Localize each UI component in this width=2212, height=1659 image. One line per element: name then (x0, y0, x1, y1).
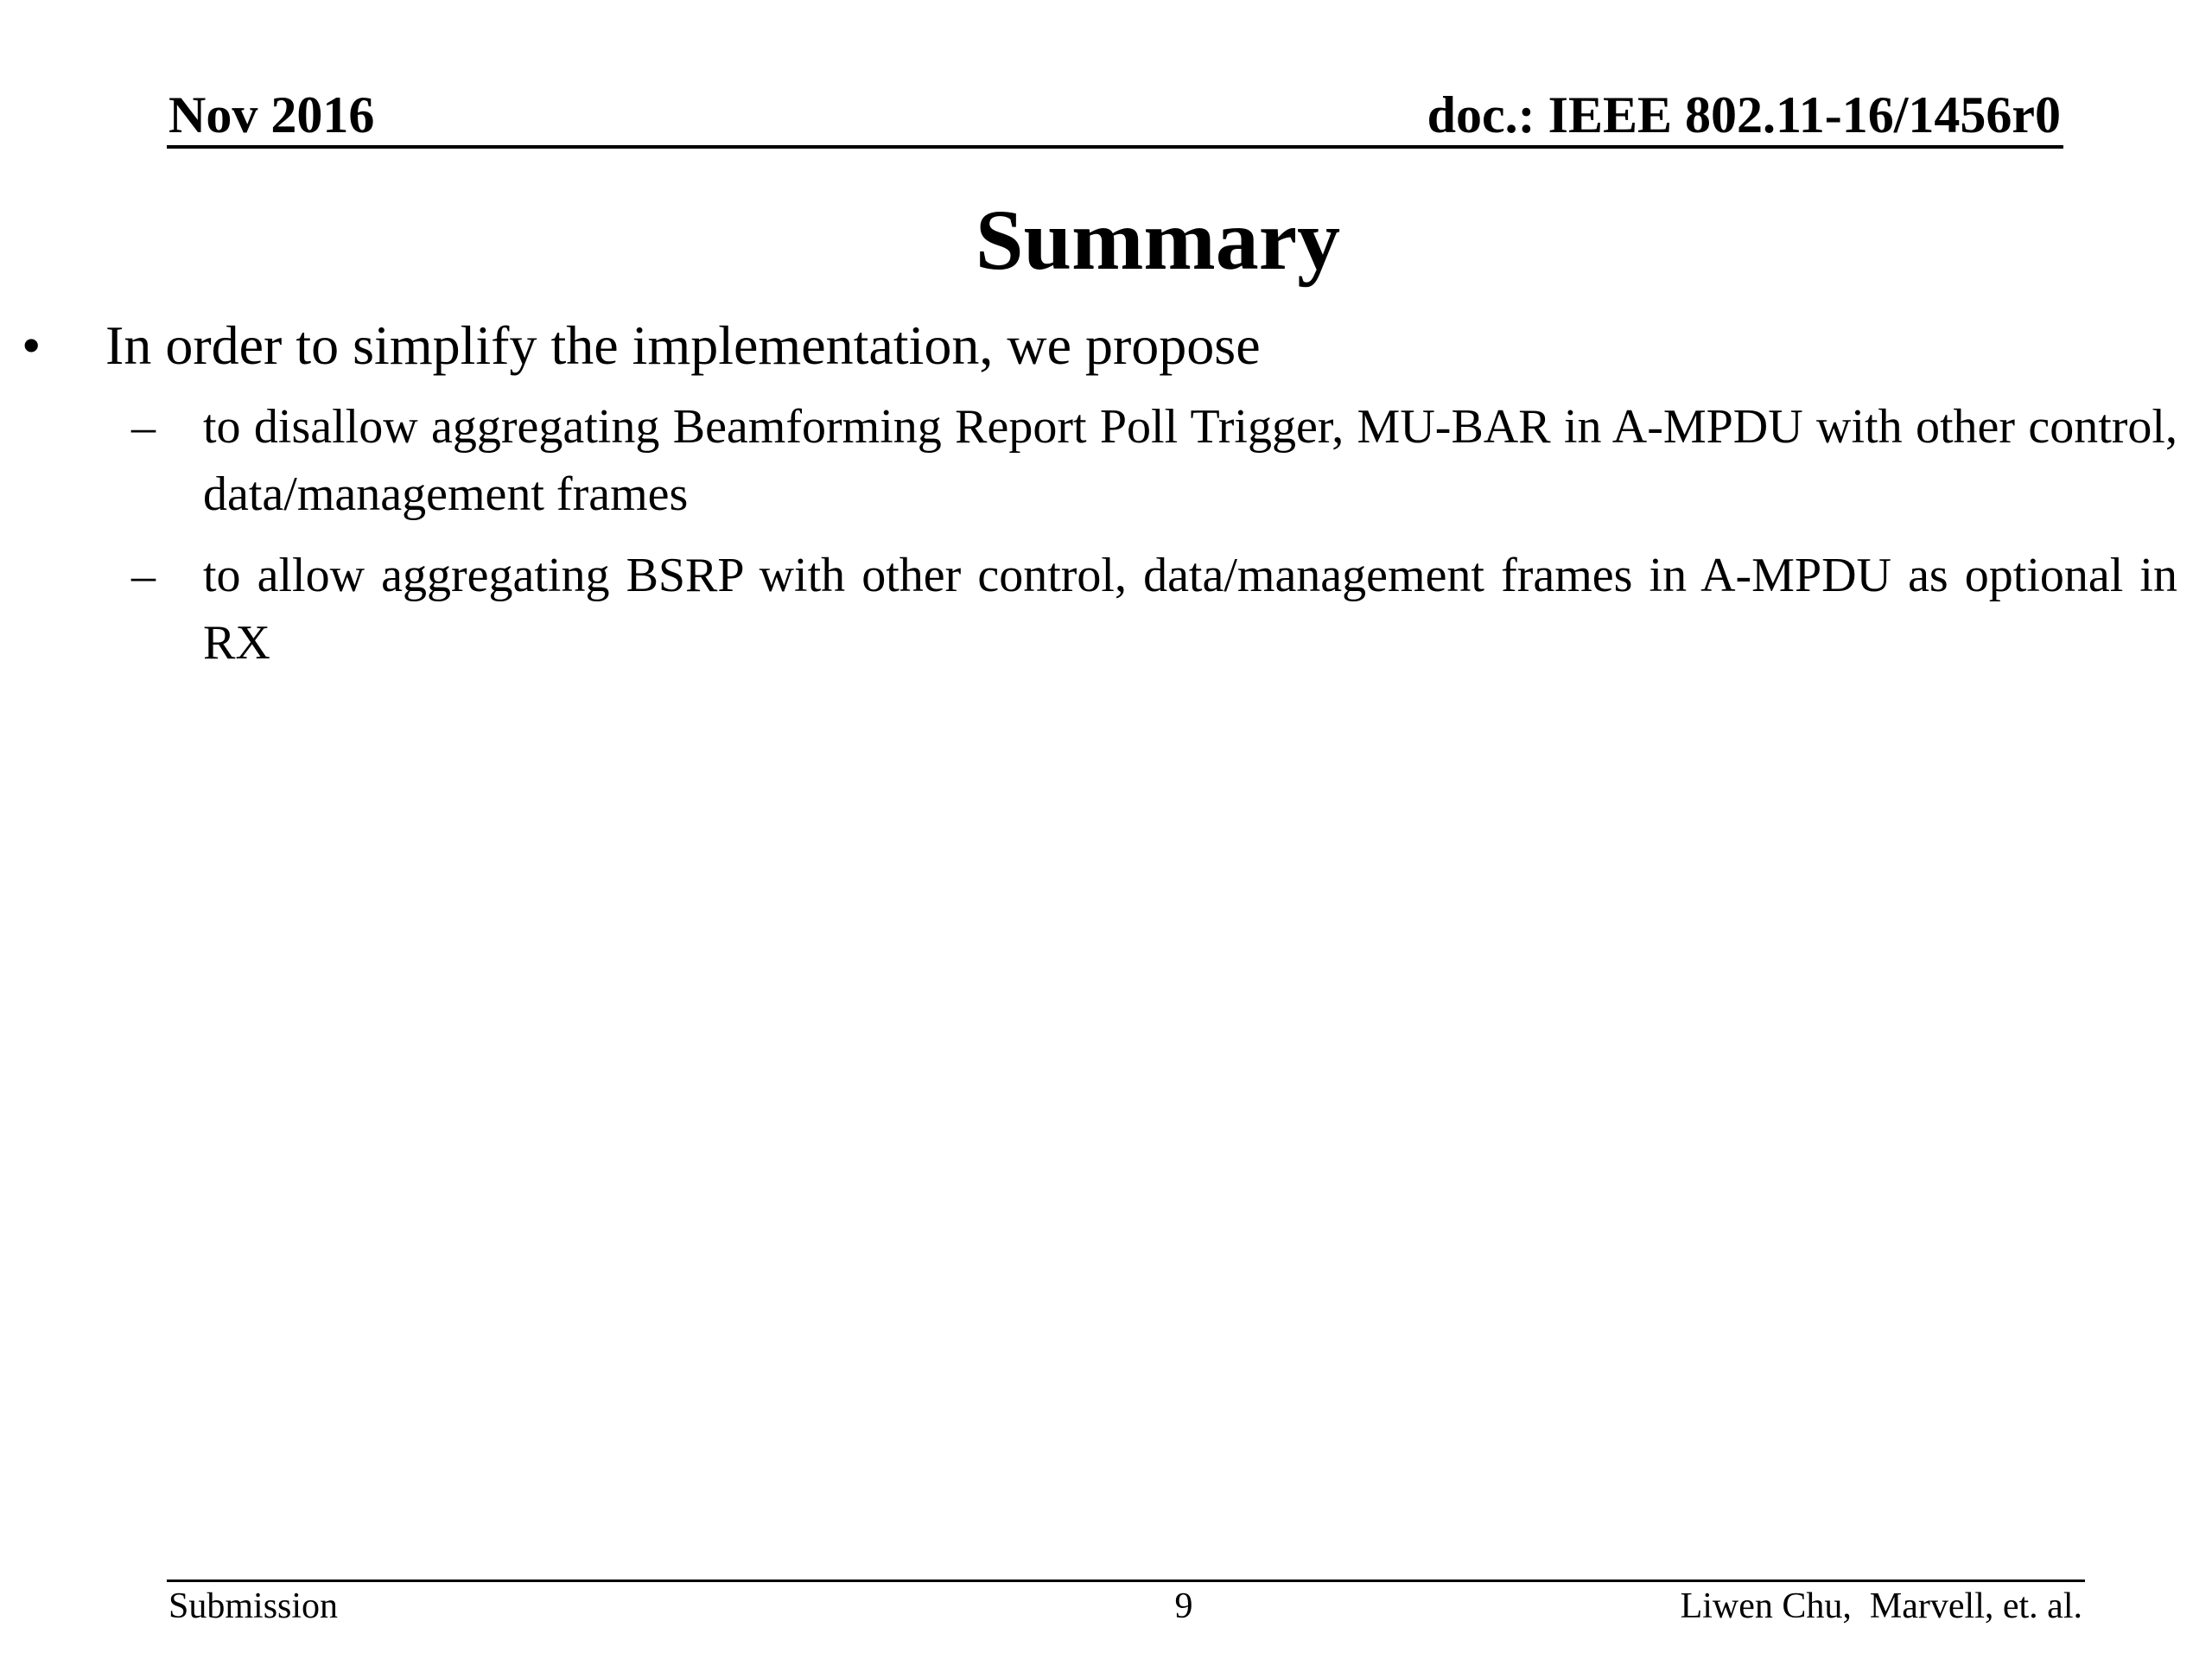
page-number: 9 (1174, 1586, 1193, 1626)
slide-title: Summary (975, 192, 1341, 288)
slide-footer (168, 1585, 2082, 1628)
footer-divider (167, 1580, 2085, 1582)
footer-submission: Submission (168, 1586, 339, 1626)
header-doc-id: doc.: IEEE 802.11-16/1456r0 (1427, 86, 2061, 143)
footer-author: Liwen Chu, Marvell, et. al. (1680, 1586, 2082, 1626)
sub-bullet-marker: – (131, 549, 156, 602)
bullet-text: In order to simplify the implementation, we propose (105, 315, 1261, 376)
sub-bullet-text: to disallow aggregating Beamforming Report Poll Trigger, MU-BAR in A-MPDU with other control, data/management frames (203, 400, 2177, 521)
header-date: Nov 2016 (168, 86, 375, 143)
sub-bullet-marker: – (131, 400, 156, 454)
header-divider (167, 145, 2063, 149)
sub-bullet-text: to allow aggregating BSRP with other control, data/management frames in A-MPDU as optional in RX (203, 549, 2177, 670)
bullet-marker: • (22, 315, 41, 376)
slide-header (168, 85, 2061, 145)
